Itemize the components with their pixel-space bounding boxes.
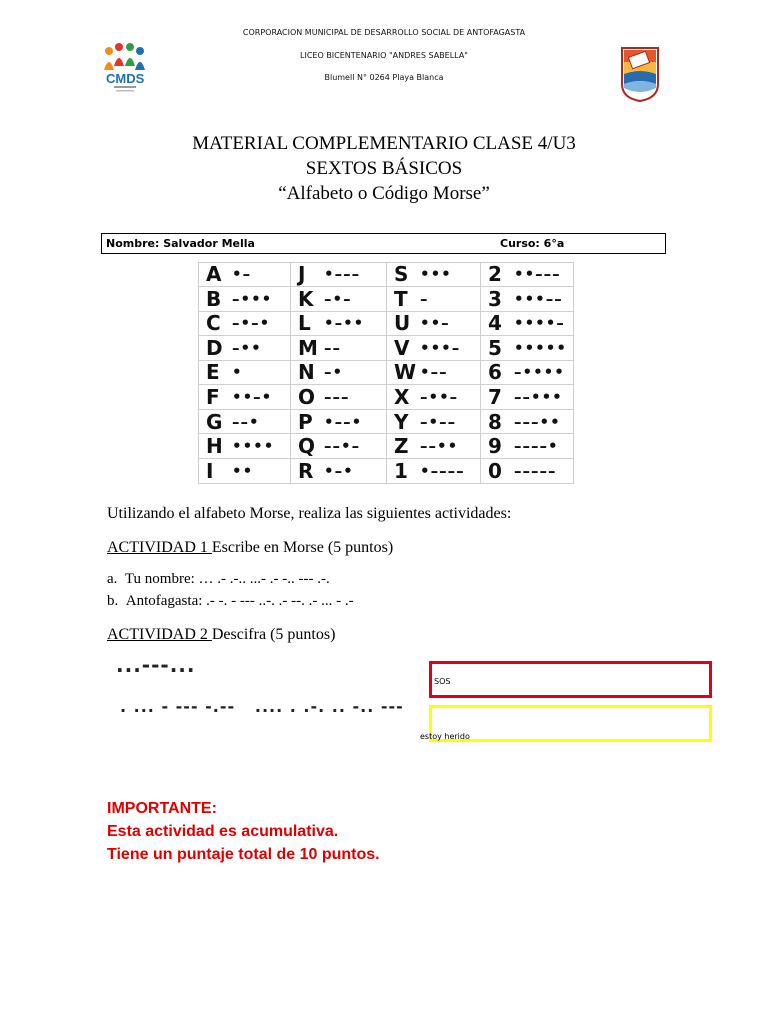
morse-letter: 5 — [488, 335, 502, 360]
morse-code: ••• — [420, 265, 452, 283]
morse-letter: W — [394, 360, 417, 385]
morse-code: •–––– — [420, 461, 465, 480]
activity2-heading — [107, 626, 335, 644]
morse-letter: 7 — [488, 385, 502, 409]
morse-letter: V — [394, 335, 410, 360]
list-item-text: Tu nombre: … .- .-.. ...- .- -.. --- .-. — [124, 571, 330, 587]
header-address: Blumell N° 0264 Playa Blanca — [324, 73, 444, 82]
morse-code: –•–– — [420, 412, 457, 431]
morse-letter: 4 — [488, 311, 502, 336]
morse-letter: D — [206, 335, 223, 360]
header-corporation: CORPORACION MUNICIPAL DE DESARROLLO SOCIAL DE ANTOFAGASTA — [242, 28, 526, 37]
morse-code: •–– — [420, 363, 448, 382]
morse-letter: Q — [298, 434, 316, 459]
activity2-text: Descifra (5 puntos) — [211, 626, 336, 643]
morse-letter: L — [298, 311, 311, 336]
morse-letter: X — [394, 385, 410, 409]
morse-code: ••––– — [514, 265, 561, 283]
cmds-logo — [100, 42, 150, 94]
morse-code: • — [232, 363, 243, 382]
activity2-morse-1: ...---... — [116, 653, 196, 677]
morse-letter: Y — [394, 409, 409, 434]
morse-letter: M — [298, 335, 318, 360]
morse-code: •••– — [420, 338, 461, 357]
morse-letter: F — [206, 385, 220, 409]
morse-code: –––•• — [514, 412, 561, 431]
school-crest-logo — [620, 44, 660, 102]
activity2-morse-2: . ... - --- -.-- .... . .-. .. -.. --- — [120, 697, 404, 716]
morse-code: •••• — [232, 437, 275, 456]
morse-letter: G — [206, 409, 223, 434]
morse-code: ––•– — [324, 437, 361, 456]
morse-letter: S — [394, 262, 409, 286]
morse-letter: C — [206, 311, 221, 336]
document-topic: “Alfabeto o Código Morse” — [278, 183, 490, 204]
morse-letter: O — [298, 385, 316, 409]
morse-code: –••– — [420, 388, 459, 406]
list-marker: a. — [107, 571, 118, 587]
morse-letter: H — [206, 434, 223, 459]
morse-letter: E — [206, 360, 220, 385]
student-course: Curso: 6°a — [500, 237, 565, 250]
answer-box-1[interactable] — [429, 661, 712, 698]
morse-letter: T — [394, 286, 408, 311]
morse-code: ––••• — [514, 388, 563, 406]
morse-code: ––––– — [514, 461, 557, 480]
morse-code: –••• — [232, 289, 273, 308]
important-line-2: Tiene un puntaje total de 10 puntos. — [107, 846, 380, 863]
morse-letter: P — [298, 409, 313, 434]
morse-letter: Z — [394, 434, 409, 459]
morse-code: •••–– — [514, 289, 563, 308]
important-line-1: Esta actividad es acumulativa. — [107, 823, 339, 840]
morse-letter: U — [394, 311, 411, 336]
activity1-label: ACTIVIDAD 1 — [107, 539, 212, 556]
header-school: LICEO BICENTENARIO "ANDRES SABELLA" — [300, 51, 468, 60]
morse-code: ––•• — [420, 437, 459, 456]
morse-letter: B — [206, 286, 222, 311]
morse-code: –•• — [232, 338, 262, 357]
morse-letter: N — [298, 360, 315, 385]
morse-code: •• — [232, 461, 254, 480]
morse-letter: J — [298, 262, 306, 286]
answer-2-text: estoy herido — [420, 732, 470, 741]
morse-letter: 8 — [488, 409, 502, 434]
morse-code: ••– — [420, 314, 450, 333]
morse-letter: K — [298, 286, 314, 311]
morse-letter: 2 — [488, 262, 502, 286]
morse-code: ––• — [232, 412, 260, 431]
morse-letter: I — [206, 458, 214, 483]
morse-code: –• — [324, 363, 344, 382]
list-marker: b. — [107, 593, 119, 609]
morse-code: –•– — [324, 289, 352, 308]
morse-code: ••–• — [232, 388, 273, 406]
answer-box-2[interactable] — [429, 705, 712, 742]
morse-code: •–•• — [324, 314, 365, 333]
morse-alphabet-table — [198, 262, 574, 484]
morse-code: –•••• — [514, 363, 565, 382]
document-subtitle: SEXTOS BÁSICOS — [305, 158, 463, 179]
morse-code: •––• — [324, 412, 363, 431]
morse-letter: 0 — [488, 458, 502, 483]
morse-code: •–• — [324, 461, 354, 480]
activity1-item-b — [107, 593, 354, 610]
student-info-box — [101, 233, 666, 254]
instructions-text: Utilizando el alfabeto Morse, realiza las siguientes actividades: — [107, 505, 512, 522]
important-heading: IMPORTANTE: — [107, 800, 217, 817]
list-item-text: Antofagasta: .- -. - --- ..-. .- --. .- ... - .- — [125, 593, 354, 609]
morse-code: –– — [324, 338, 341, 357]
activity1-heading — [107, 539, 393, 557]
morse-code: ••••– — [514, 314, 565, 333]
activity2-label: ACTIVIDAD 2 — [107, 626, 212, 643]
student-name: Nombre: Salvador Mella — [106, 237, 255, 250]
morse-letter: 9 — [488, 434, 502, 459]
morse-code: – — [420, 289, 429, 308]
cmds-logo-text: CMDS — [106, 71, 145, 86]
morse-code: •– — [232, 265, 252, 283]
morse-code: ––––• — [514, 437, 559, 456]
morse-letter: 3 — [488, 286, 502, 311]
morse-letter: 6 — [488, 360, 502, 385]
activity1-text: Escribe en Morse (5 puntos) — [211, 539, 394, 556]
morse-letter: 1 — [394, 458, 408, 483]
activity1-item-a — [107, 571, 330, 588]
morse-letter: A — [206, 262, 222, 286]
morse-code: ••••• — [514, 338, 567, 357]
morse-code: ––– — [324, 388, 350, 406]
document-title: MATERIAL COMPLEMENTARIO CLASE 4/U3 — [192, 133, 576, 154]
morse-code: •––– — [324, 265, 361, 283]
morse-letter: R — [298, 458, 314, 483]
answer-1-text: SOS — [434, 677, 451, 686]
morse-code: –•–• — [232, 314, 271, 333]
